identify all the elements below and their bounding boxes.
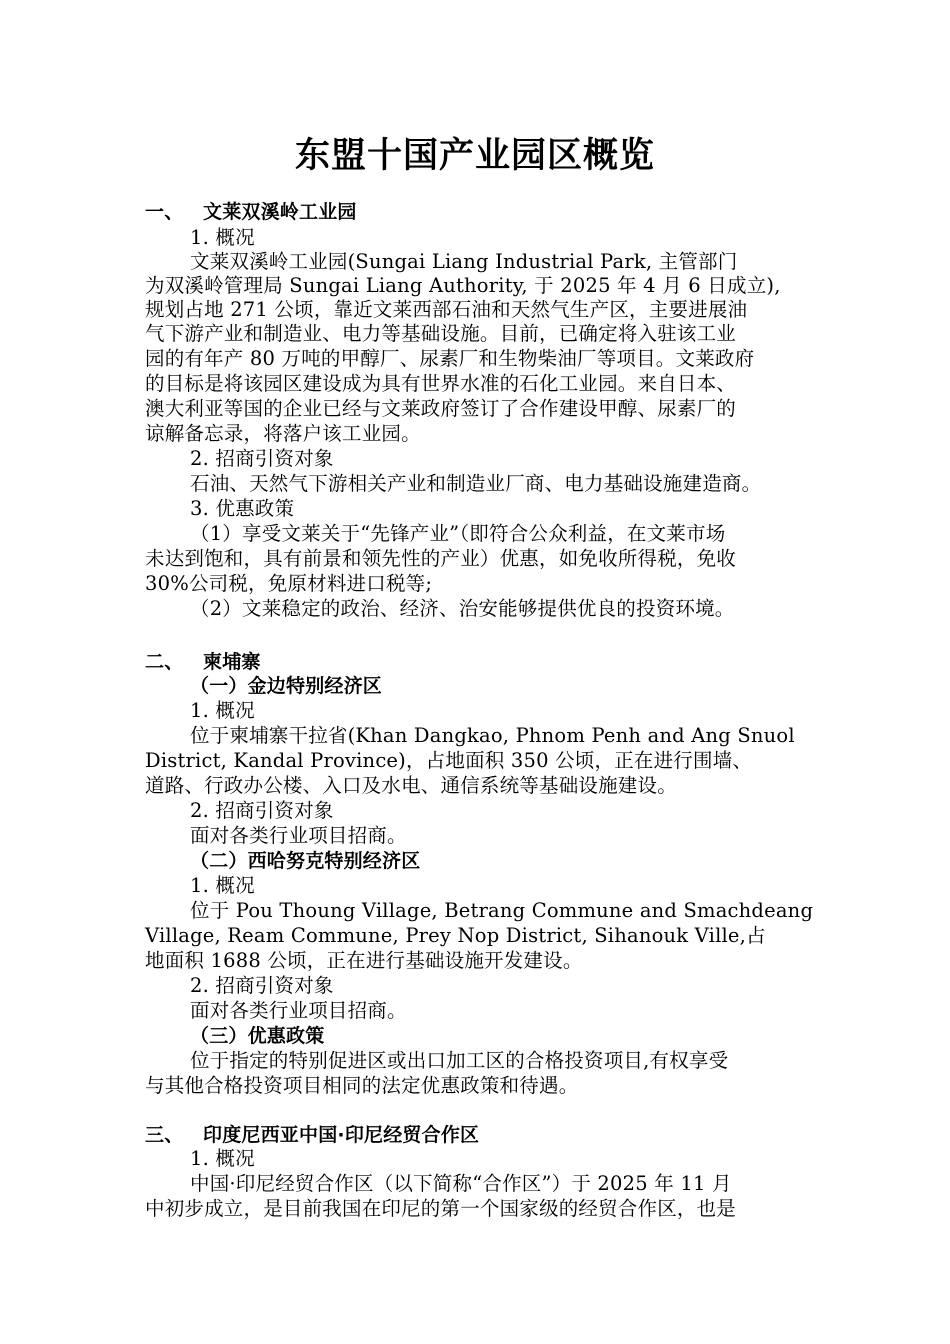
s2b-subheading-overview: 1. 概况 — [190, 874, 255, 897]
s2b-subheading-targets: 2. 招商引资对象 — [190, 974, 334, 997]
s2a-paragraph-line: District, Kandal Province)，占地面积 350 公顷，正在进行围墙、 — [145, 749, 753, 772]
s3-subheading-overview: 1. 概况 — [190, 1147, 255, 1170]
s2c-paragraph-line: 位于指定的特别促进区或出口加工区的合格投资项目,有权享受 — [190, 1049, 729, 1072]
s2a-paragraph-line: 道路、行政办公楼、入口及水电、通信系统等基础设施建设。 — [145, 774, 677, 797]
s1-subheading-overview: 1. 概况 — [190, 226, 255, 249]
s2b-paragraph-line: 位于 Pou Thoung Village, Betrang Commune and Smachdeang — [190, 899, 814, 922]
s2a-subheading-targets: 2. 招商引资对象 — [190, 799, 334, 822]
section-2-title: 柬埔寨 — [203, 651, 261, 673]
s2b-paragraph-line: 地面积 1688 公顷，正在进行基础设施开发建设。 — [145, 949, 583, 972]
s2a-paragraph-line: 位于柬埔寨干拉省(Khan Dangkao, Phnom Penh and Ang Snuol — [190, 724, 795, 747]
section-1-heading — [145, 200, 357, 224]
s1-paragraph-line: 谅解备忘录，将落户该工业园。 — [145, 422, 421, 445]
s1-subheading-targets: 2. 招商引资对象 — [190, 447, 334, 470]
s2c-paragraph-line: 与其他合格投资项目相同的法定优惠政策和待遇。 — [145, 1074, 579, 1097]
s3-paragraph-line: 中初步成立，是目前我国在印尼的第一个国家级的经贸合作区，也是 — [145, 1197, 737, 1220]
section-2-heading — [145, 650, 261, 674]
s1-paragraph-line: 澳大利亚等国的企业已经与文莱政府签订了合作建设甲醇、尿素厂的 — [145, 397, 737, 420]
s1-paragraph-line: 规划占地 271 公顷，靠近文莱西部石油和天然气生产区，主要进展油 — [145, 298, 748, 321]
section-3-title: 印度尼西亚中国·印尼经贸合作区 — [203, 1124, 480, 1146]
s1-policy-line: （1）享受文莱关于“先锋产业”（即符合公众利益，在文莱市场 — [190, 522, 726, 545]
s2b-heading: （二）西哈努克特别经济区 — [190, 850, 421, 872]
section-3-heading — [145, 1123, 479, 1147]
s2c-heading: （三）优惠政策 — [190, 1025, 325, 1047]
s2a-heading: （一）金边特别经济区 — [190, 675, 383, 697]
s1-paragraph-line: 的目标是将该园区建设成为具有世界水准的石化工业园。来自日本、 — [145, 372, 737, 395]
s1-paragraph-line: 为双溪岭管理局 Sungai Liang Authority, 于 2025 年 4 月 6 日成立), — [145, 274, 781, 297]
s1-policy-line: 30%公司税，免原材料进口税等; — [145, 572, 433, 595]
s2a-subheading-overview: 1. 概况 — [190, 699, 255, 722]
s2a-targets-text: 面对各类行业项目招商。 — [190, 824, 407, 847]
s2b-targets-text: 面对各类行业项目招商。 — [190, 999, 407, 1022]
s1-paragraph-line: 文莱双溪岭工业园(Sungai Liang Industrial Park, 主管部门 — [190, 250, 738, 273]
section-3-number: 三、 — [145, 1124, 184, 1146]
s1-policy-line-2: （2）文莱稳定的政治、经济、治安能够提供优良的投资环境。 — [190, 597, 735, 620]
section-1-number: 一、 — [145, 201, 184, 223]
section-2-number: 二、 — [145, 651, 184, 673]
s1-paragraph-line: 气下游产业和制造业、电力等基础设施。目前，已确定将入驻该工业 — [145, 322, 737, 345]
page-title: 东盟十国产业园区概览 — [294, 136, 655, 176]
s1-paragraph-line: 园的有年产 80 万吨的甲醇厂、尿素厂和生物柴油厂等项目。文莱政府 — [145, 347, 755, 370]
s1-targets-text: 石油、天然气下游相关产业和制造业厂商、电力基础设施建造商。 — [190, 472, 762, 495]
s3-paragraph-line: 中国·印尼经贸合作区（以下简称“合作区”）于 2025 年 11 月 — [190, 1172, 732, 1195]
s1-policy-line: 未达到饱和，具有前景和领先性的产业）优惠，如免收所得税，免收 — [145, 547, 737, 570]
s1-subheading-policy: 3. 优惠政策 — [190, 497, 295, 520]
section-1-title: 文莱双溪岭工业园 — [203, 201, 357, 223]
s2b-paragraph-line: Village, Ream Commune, Prey Nop District, Sihanouk Ville,占 — [145, 924, 766, 947]
